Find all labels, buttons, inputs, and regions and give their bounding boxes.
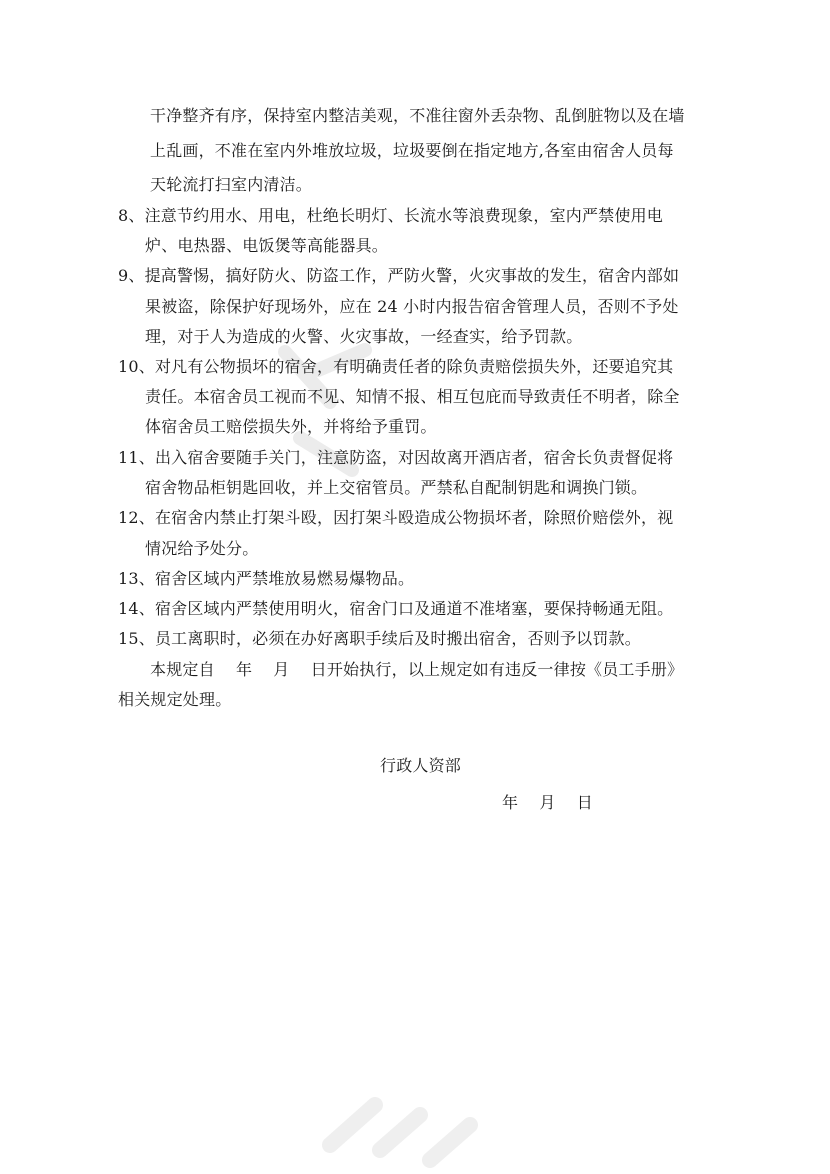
rule-15-line-1: 15、员工离职时，必须在办好离职手续后及时搬出宿舍，否则予以罚款。	[118, 629, 641, 648]
rule-12-line-2: 情况给予处分。	[145, 539, 259, 558]
rule-11-line-1: 11、出入宿舍要随手关门，注意防盗，对因故离开酒店者，宿舍长负责督促将	[118, 448, 674, 467]
rule-11-line-2: 宿舍物品柜钥匙回收，并上交宿管员。严禁私自配制钥匙和调换门锁。	[145, 478, 648, 497]
rule-10-line-2: 责任。本宿舍员工视而不见、知情不报、相互包庇而导致责任不明者，除全	[145, 387, 680, 406]
rule-9-line-2: 果被盗，除保护好现场外，应在 24 小时内报告宿舍管理人员，否则不予处	[145, 297, 679, 316]
rule-9-line-3: 理，对于人为造成的火警、火灾事故，一经查实，给予罚款。	[145, 327, 583, 346]
signature-department: 行政人资部	[380, 756, 462, 775]
rule-10-line-3: 体宿舍员工赔偿损失外，并将给予重罚。	[145, 417, 437, 436]
continuation-line-3: 天轮流打扫室内清洁。	[150, 175, 313, 194]
continuation-line-1: 干净整齐有序，保持室内整洁美观，不准往窗外丢杂物、乱倒脏物以及在墙	[150, 106, 685, 125]
rule-9-line-1: 9、提高警惕，搞好防火、防盗工作，严防火警，火灾事故的发生，宿舍内部如	[118, 266, 680, 285]
rule-12-line-1: 12、在宿舍内禁止打架斗殴，因打架斗殴造成公物损坏者，除照价赔偿外，视	[118, 508, 674, 527]
rule-10-line-1: 10、对凡有公物损坏的宿舍，有明确责任者的除负责赔偿损失外，还要追究其	[118, 357, 674, 376]
rule-8-line-2: 炉、电热器、电饭煲等高能器具。	[145, 236, 389, 255]
rule-13-line-1: 13、宿舍区域内严禁堆放易燃易爆物品。	[118, 569, 415, 588]
signature-date: 年 月 日	[502, 793, 593, 812]
continuation-line-2: 上乱画，不准在室内外堆放垃圾，垃圾要倒在指定地方,各室由宿舍人员每	[150, 141, 674, 160]
closing-line-2: 相关规定处理。	[118, 690, 232, 709]
rule-14-line-1: 14、宿舍区域内严禁使用明火，宿舍门口及通道不准堵塞，要保持畅通无阻。	[118, 599, 674, 618]
rule-8-line-1: 8、注意节约用水、用电，杜绝长明灯、长流水等浪费现象，室内严禁使用电	[118, 206, 663, 225]
closing-line-1: 本规定自 年 月 日开始执行，以上规定如有违反一律按《员工手册》	[150, 660, 684, 679]
